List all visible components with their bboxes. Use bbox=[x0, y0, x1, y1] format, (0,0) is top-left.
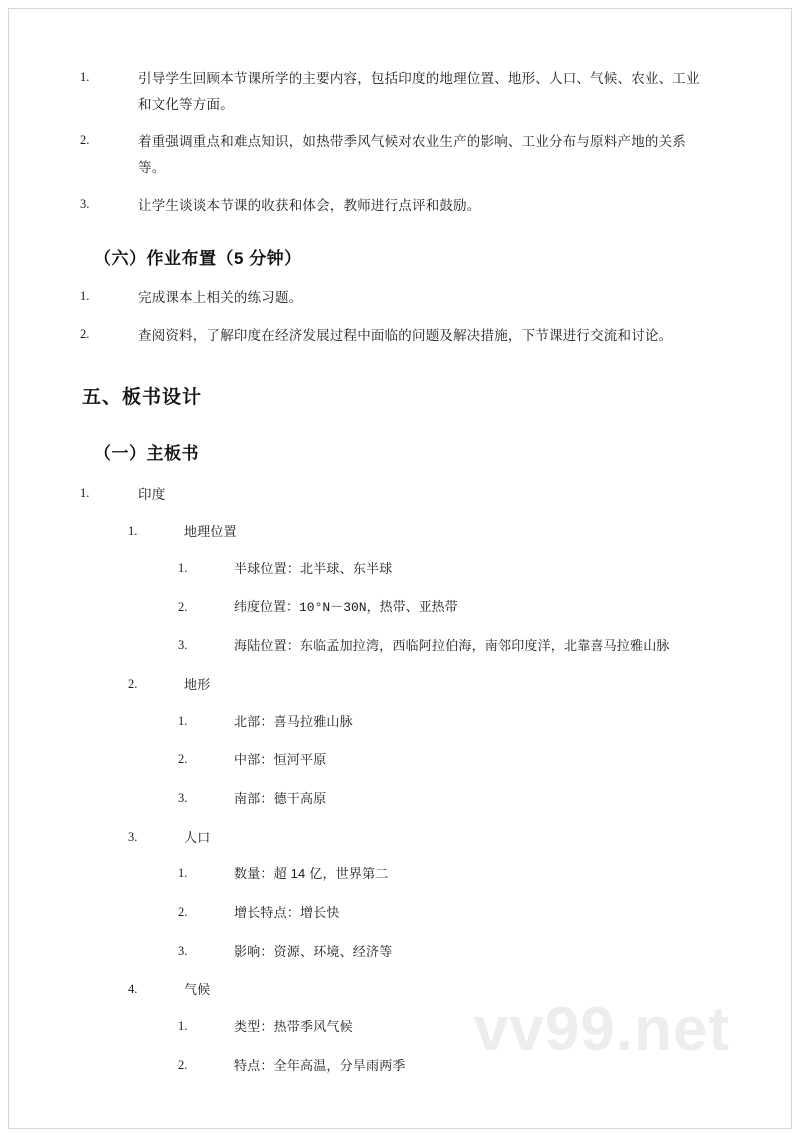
outline-text: 影响：资源、环境、经济等 bbox=[234, 943, 393, 959]
outline-group bbox=[72, 826, 712, 965]
list-item-number: 1. bbox=[80, 289, 90, 304]
board-design-heading: （一）主板书 bbox=[94, 444, 199, 464]
outline-number: 1. bbox=[178, 713, 188, 728]
outline-item-level3 bbox=[72, 634, 712, 659]
outline-item-level3 bbox=[72, 787, 712, 812]
outline-number: 1. bbox=[178, 1019, 188, 1034]
outline-number: 1. bbox=[80, 486, 90, 501]
outline-group bbox=[72, 673, 712, 812]
watermark: vv99.net bbox=[473, 995, 730, 1064]
outline-text: 地形 bbox=[184, 676, 211, 692]
outline-text: 气候 bbox=[184, 982, 211, 998]
outline-item-level3 bbox=[72, 901, 712, 926]
list-item bbox=[72, 66, 712, 117]
outline-item-level2 bbox=[72, 826, 712, 851]
outline-number: 1. bbox=[178, 560, 188, 575]
outline-item-level2 bbox=[72, 978, 712, 1003]
homework-heading: （六）作业布置（5 分钟） bbox=[94, 249, 302, 269]
summary-list bbox=[72, 66, 712, 218]
list-item-text: 着重强调重点和难点知识，如热带季风气候对农业生产的影响、工业分布与原料产地的关系等。 bbox=[138, 134, 686, 175]
outline-item-level3 bbox=[72, 748, 712, 773]
outline-text: 地理位置 bbox=[184, 524, 237, 540]
outline-item-level3 bbox=[72, 1015, 712, 1040]
outline-text: 中部：恒河平原 bbox=[234, 752, 327, 768]
outline-text: 数量：超 14 亿，世界第二 bbox=[234, 866, 389, 882]
outline-number: 1. bbox=[128, 524, 138, 539]
outline-number: 2. bbox=[178, 905, 188, 919]
list-item-number: 1. bbox=[80, 70, 90, 84]
list-item bbox=[72, 193, 712, 219]
outline-group bbox=[72, 710, 712, 812]
outline-group bbox=[72, 557, 712, 659]
board-outline bbox=[72, 482, 712, 1078]
outline-item-level3 bbox=[72, 862, 712, 887]
outline-number: 3. bbox=[178, 638, 188, 653]
outline-text: 海陆位置：东临孟加拉湾，西临阿拉伯海，南邻印度洋，北靠喜马拉雅山脉 bbox=[234, 638, 670, 654]
outline-number: 2. bbox=[178, 599, 188, 614]
outline-text: 增长特点：增长快 bbox=[234, 905, 340, 920]
outline-group bbox=[72, 520, 712, 659]
outline-number: 3. bbox=[128, 829, 138, 844]
outline-text: 纬度位置：10°N－30N，热带、亚热带 bbox=[234, 599, 458, 615]
list-item-number: 3. bbox=[80, 196, 90, 211]
outline-number: 2. bbox=[128, 676, 138, 691]
list-item-text: 引导学生回顾本节课所学的主要内容，包括印度的地理位置、地形、人口、气候、农业、工业和文化等方面。 bbox=[138, 71, 700, 112]
outline-number: 1. bbox=[178, 866, 188, 881]
outline-item-level3 bbox=[72, 596, 712, 621]
outline-group bbox=[72, 862, 712, 964]
outline-number: 2. bbox=[178, 752, 188, 767]
outline-item-level3 bbox=[72, 1054, 712, 1079]
list-item-text: 完成课本上相关的练习题。 bbox=[138, 290, 303, 306]
homework-list bbox=[72, 285, 712, 348]
outline-item-level3 bbox=[72, 710, 712, 735]
list-item-text: 查阅资料，了解印度在经济发展过程中面临的问题及解决措施，下节课进行交流和讨论。 bbox=[138, 327, 673, 343]
list-item-number: 2. bbox=[80, 326, 90, 341]
outline-group bbox=[72, 978, 712, 1078]
outline-group bbox=[72, 1015, 712, 1078]
outline-item-level3 bbox=[72, 940, 712, 965]
outline-text: 人口 bbox=[184, 829, 211, 845]
outline-text: 类型：热带季风气候 bbox=[234, 1019, 353, 1035]
outline-item-level2 bbox=[72, 520, 712, 545]
outline-number: 3. bbox=[178, 790, 188, 805]
list-item bbox=[72, 323, 712, 349]
outline-item-level2 bbox=[72, 673, 712, 698]
page-content bbox=[72, 62, 712, 1092]
outline-text: 半球位置：北半球、东半球 bbox=[234, 560, 393, 576]
outline-text: 印度 bbox=[138, 487, 166, 503]
outline-item-level3 bbox=[72, 557, 712, 582]
outline-text: 北部：喜马拉雅山脉 bbox=[234, 713, 353, 729]
list-item bbox=[72, 285, 712, 311]
list-item bbox=[72, 129, 712, 180]
outline-number: 3. bbox=[178, 943, 188, 958]
list-item-number: 2. bbox=[80, 133, 90, 148]
outline-text: 特点：全年高温，分旱雨两季 bbox=[234, 1057, 406, 1073]
list-item-text: 让学生谈谈本节课的收获和体会，教师进行点评和鼓励。 bbox=[138, 197, 481, 213]
outline-number: 4. bbox=[128, 982, 138, 997]
outline-text: 南部：德干高原 bbox=[234, 790, 327, 806]
outline-number: 2. bbox=[178, 1057, 188, 1072]
outline-item-level1 bbox=[72, 482, 712, 508]
section-heading: 五、板书设计 bbox=[82, 387, 203, 409]
